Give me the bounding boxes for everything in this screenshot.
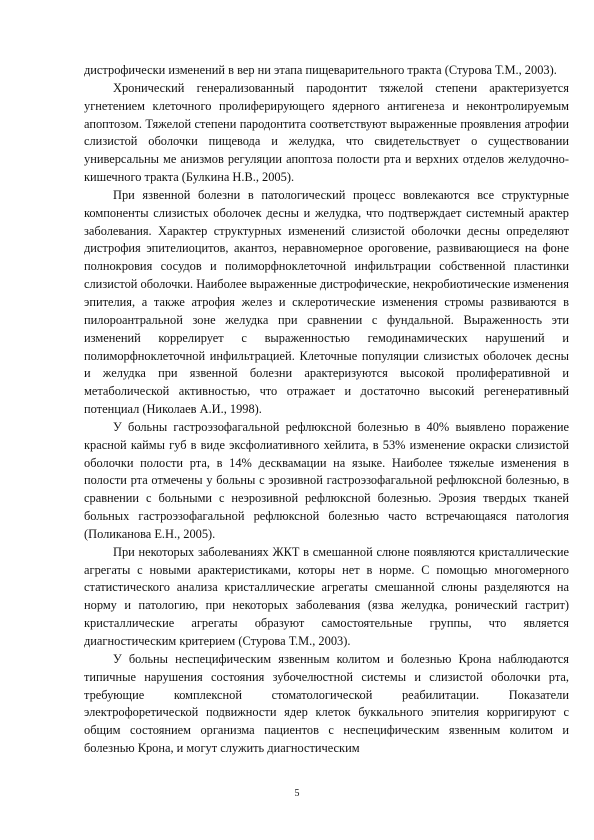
paragraph-continuation: дистрофически изменений в вер ни этапа пищеварительного тракта (Стурова Т.М., 2003). — [84, 63, 557, 77]
paragraph-colitis-crohn: У больны неспецифическим язвенным колитом и болезнью Крона наблюдаются типичные нарушения состояния зубочелюстной системы и слизистой оболочки рта, требующие комплексной стоматологической реабилитации. Показатели электрофоретической подвижности ядер клеток буккального эпителия корригируют с общим состоянием организма пациентов с неспецифическим язвенным колитом и болезнью Крона, и могут служить диагностическим — [84, 651, 569, 756]
paragraph-saliva-crystals: При некоторых заболеваниях ЖКТ в смешанной слюне появляются кристаллические агрегаты с новыми арактеристиками, которы нет в норме. С помощью многомерного статистического анализа кристаллические агрегаты смешанной слюны разделяются на норму и патологию, при некоторых заболевания (язва желудка, ронический гастрит) кристаллические агрегаты образуют самостоятельные группы, что является диагностическим критерием (Стурова Т.М., 2003). — [84, 544, 569, 648]
paragraph-periodontitis: Хронический генерализованный пародонтит тяжелой степени арактеризуется угнетением клеточного пролиферирующего ядерного антигенеза и неконтролируемым апоптозом. Тяжелой степени пародонтита соответствуют выраженные проявления атрофии слизистой оболочки пищевода и желудка, что свидетельствует о существовании универсальны ме анизмов регуляции апоптоза полости рта и верхних отделов желудочно-кишечного тракта (Булкина Н.В., 2005). — [84, 80, 569, 185]
page-number: 5 — [294, 788, 300, 799]
paragraph-reflux-disease: У больны гастроэзофагальной рефлюксной болезнью в 40% выявлено поражение красной каймы губ в виде эксфолиативного хейлита, в 53% изменение окраски слизистой оболочки полости рта, в 14% десквамации на языке. Наиболее тяжелые изменения в полости рта отмечены у больны с эрозивной гастроэзофагальной рефлюксной болезнью, в сравнении с больными с неэрозивной рефлюксной болезнью. Эрозия твердых тканей больных гастроэзофагальной рефлюксной болезнью часто встречающаяся патология (Поликанова Е.Н., 2005). — [84, 419, 569, 541]
body-text — [84, 62, 569, 758]
paragraph-ulcer-disease: При язвенной болезни в патологический процесс вовлекаются все структурные компоненты слизистых оболочек десны и желудка, что подтверждает системный арактер заболевания. Характер структурных изменений слизистой оболочки десны определяют дистрофия эпителиоцитов, акантоз, неравномерное ороговение, развивающиеся на фоне полнокровия сосудов и полиморфноклеточной инфильтрации собственной пластинки слизистой оболочки. Наиболее выраженные дистрофические, некробиотические изменения эпителия, а также атрофия желез и склеротические изменения стромы развиваются в пилороантральной зоне желудка при сравнении с фундальной. Выраженность эти изменений коррелирует с выраженностью гемодинамических нарушений и полиморфноклеточной инфильтрацией. Клеточные популяции слизистых оболочек десны и желудка при язвенной болезни арактеризуются высокой пролиферативной и метаболической активностью, что отражает и достаточно высокий регенеративный потенциал (Николаев А.И., 1998). — [84, 187, 569, 417]
